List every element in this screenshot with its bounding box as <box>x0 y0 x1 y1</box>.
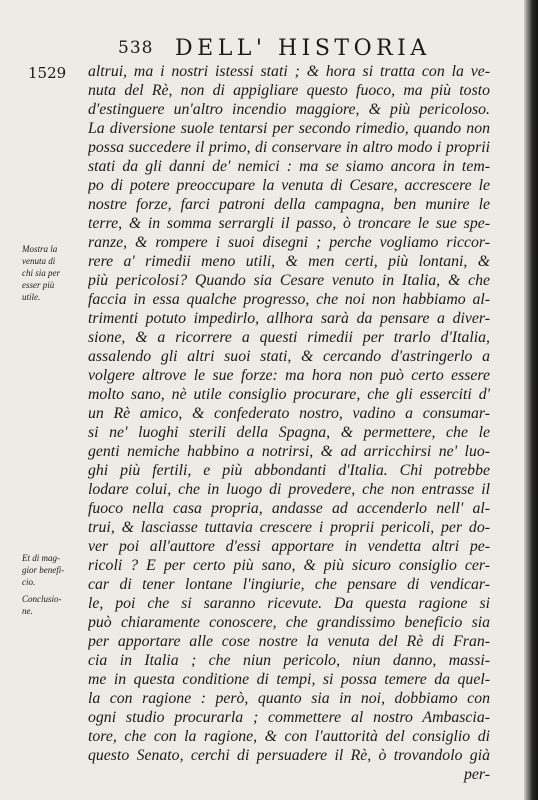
catchword: per- <box>463 766 490 783</box>
text-line: tore, che con la ragione, & con l'auttorità del consiglio di <box>88 728 490 745</box>
margin-note-1 <box>22 243 84 303</box>
text-line: genti nemiche habbino a notrirsi, & ad arricchirsi ne' luo- <box>88 443 490 460</box>
text-line: nuta del Rè, non di appigliare questo fuoco, ma più tosto <box>88 82 490 99</box>
text-line: lodare colui, che in luogo di provedere, che non entrasse il <box>88 481 490 498</box>
text-line: volgere altrove le sue forze: ma hora non può certo essere <box>88 367 490 384</box>
text-line: per apportare alle cose nostre la venuta del Rè di Fran- <box>88 633 490 650</box>
text-line: ver poi all'auttore d'essi apportare in vendetta altri pe- <box>88 538 490 555</box>
text-line: nostre forze, farci patroni della campagna, ben munire le <box>88 196 490 213</box>
text-line: ghi più fertili, e più abbondanti d'Italia. Chi potrebbe <box>88 462 490 479</box>
text-line: più pericolosi? Quando sia Cesare venuto in Italia, & che <box>88 272 490 289</box>
text-line: questo Senato, cerchi di persuadere il Rè, ò trovandolo già <box>88 747 490 764</box>
margin-note-2 <box>22 552 84 588</box>
text-line: le, poi che si saranno ricevute. Da questa ragione si <box>88 595 490 612</box>
text-line: assalendo gli altri suoi stati, & cercando d'astringerlo a <box>88 348 490 365</box>
margin-year: 1529 <box>28 64 67 82</box>
text-line: me in questa conditione di tempi, si possa temere da quel- <box>88 671 490 688</box>
text-line: ricoli ? E per certo più sano, & più sicuro consiglio cer- <box>88 557 490 574</box>
text-line: po di potere preoccupare la venuta di Cesare, accrescere le <box>88 177 490 194</box>
text-line: si ne' luoghi sterili della Spagna, & permettere, che le <box>88 424 490 441</box>
margin-note-line: chi sia per <box>22 268 60 278</box>
margin-note-line: esser più <box>22 280 55 290</box>
text-line: possa succedere il primo, di conservare in altro modo i proprii <box>88 139 490 156</box>
margin-note-line: venuta di <box>22 256 56 266</box>
text-line: fuoco nella casa propria, andasse ad accenderlo nell' al- <box>88 500 490 517</box>
margin-note-line: cio. <box>22 577 36 587</box>
text-line: altrui, ma i nostri istessi stati ; & hora si tratta con la ve- <box>88 63 490 80</box>
text-line: rere a' rimedii meno utili, & men certi, più lontani, & <box>88 253 490 270</box>
body-text <box>88 62 490 784</box>
margin-note-line: gior benefi- <box>22 565 65 575</box>
text-line: molto sano, nè utile consiglio procurare, che gli esserciti d' <box>88 386 490 403</box>
margin-note-line: Mostra la <box>22 244 58 254</box>
margin-note-line: utile. <box>22 292 41 302</box>
text-line: un Rè amico, & confederato nostro, vadino a consumar- <box>88 405 490 422</box>
text-line: car di tener lontane l'ingiurie, che pensare di vendicar- <box>88 576 490 593</box>
text-line: la con ragione : però, quanto sia in noi, dobbiamo con <box>88 690 490 707</box>
page-edge-shadow <box>524 0 538 800</box>
page-number: 538 <box>118 38 154 58</box>
text-line: ogni studio procurarla ; commettere al nostro Ambascia- <box>88 709 490 726</box>
text-line: La diversione suole tentarsi per secondo rimedio, quando non <box>88 120 490 137</box>
text-line: trui, & lasciasse tuttavia crescere i proprii pericoli, per do- <box>88 519 490 536</box>
running-title: DELL' HISTORIA <box>175 36 431 61</box>
margin-note-3 <box>22 593 84 617</box>
text-line: ranze, & rompere i suoi disegni ; perche vogliamo riccor- <box>88 234 490 251</box>
text-line: faccia in essa qualche progresso, che noi non habbiamo al- <box>88 291 490 308</box>
text-line: può chiaramente conoscere, che grandissimo beneficio sia <box>88 614 490 631</box>
text-line: terre, & in somma serrargli il passo, ò troncare le sue spe- <box>88 215 490 232</box>
text-line: sione, & a ricorrere a questi rimedii per trarlo d'Italia, <box>88 329 490 346</box>
margin-note-line: Conclusio- <box>22 594 62 604</box>
text-line: trimenti potuto impedirlo, allhora sarà da pensare a diver- <box>88 310 490 327</box>
text-line: d'estinguere un'altro incendio maggiore, & più pericoloso. <box>88 101 490 118</box>
text-line: cia in Italia ; che niun pericolo, niun danno, massi- <box>88 652 490 669</box>
margin-note-line: ne. <box>22 606 33 616</box>
margin-note-line: Et di mag- <box>22 553 60 563</box>
text-line: stati da gli danni de' nemici : ma se siamo ancora in tem- <box>88 158 490 175</box>
